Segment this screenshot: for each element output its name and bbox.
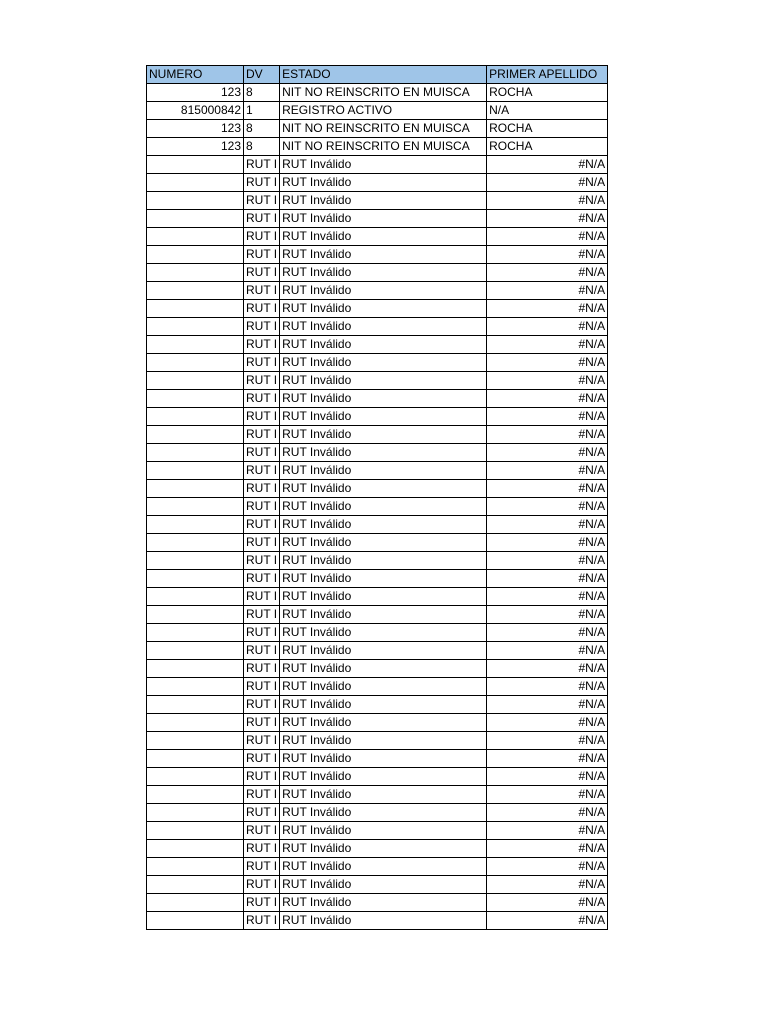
cell-dv[interactable]: RUT I xyxy=(244,804,280,822)
cell-dv[interactable]: RUT I xyxy=(244,678,280,696)
cell-numero[interactable] xyxy=(147,408,244,426)
cell-primer-apellido[interactable]: #N/A xyxy=(487,228,608,246)
header-estado[interactable]: ESTADO xyxy=(280,66,487,84)
header-primer-apellido[interactable]: PRIMER APELLIDO xyxy=(487,66,608,84)
cell-numero[interactable] xyxy=(147,372,244,390)
cell-estado[interactable]: RUT Inválido xyxy=(280,732,487,750)
cell-primer-apellido[interactable]: #N/A xyxy=(487,156,608,174)
cell-primer-apellido[interactable]: #N/A xyxy=(487,174,608,192)
cell-estado[interactable]: RUT Inválido xyxy=(280,156,487,174)
table-row xyxy=(147,264,608,282)
cell-primer-apellido[interactable]: #N/A xyxy=(487,318,608,336)
cell-dv[interactable]: RUT I xyxy=(244,660,280,678)
cell-numero[interactable] xyxy=(147,228,244,246)
cell-estado[interactable]: RUT Inválido xyxy=(280,372,487,390)
cell-dv[interactable]: RUT I xyxy=(244,282,280,300)
cell-dv[interactable]: RUT I xyxy=(244,570,280,588)
cell-dv[interactable]: RUT I xyxy=(244,912,280,930)
table-row xyxy=(147,696,608,714)
cell-dv[interactable]: RUT I xyxy=(244,246,280,264)
cell-dv[interactable]: RUT I xyxy=(244,318,280,336)
cell-primer-apellido[interactable]: #N/A xyxy=(487,390,608,408)
cell-estado[interactable]: RUT Inválido xyxy=(280,570,487,588)
table-row xyxy=(147,498,608,516)
cell-estado[interactable]: RUT Inválido xyxy=(280,210,487,228)
cell-numero[interactable] xyxy=(147,174,244,192)
cell-primer-apellido[interactable]: #N/A xyxy=(487,408,608,426)
cell-dv[interactable]: RUT I xyxy=(244,822,280,840)
cell-dv[interactable]: RUT I xyxy=(244,192,280,210)
table-row xyxy=(147,102,608,120)
table-row xyxy=(147,714,608,732)
table-row xyxy=(147,336,608,354)
table-row xyxy=(147,480,608,498)
table-row xyxy=(147,804,608,822)
cell-estado[interactable]: RUT Inválido xyxy=(280,750,487,768)
table-row xyxy=(147,840,608,858)
cell-numero[interactable] xyxy=(147,282,244,300)
cell-estado[interactable]: RUT Inválido xyxy=(280,714,487,732)
cell-numero[interactable] xyxy=(147,768,244,786)
table-row xyxy=(147,606,608,624)
cell-numero[interactable] xyxy=(147,714,244,732)
cell-numero[interactable] xyxy=(147,876,244,894)
cell-estado[interactable]: RUT Inválido xyxy=(280,426,487,444)
cell-estado[interactable]: RUT Inválido xyxy=(280,642,487,660)
cell-primer-apellido[interactable]: ROCHA xyxy=(487,138,608,156)
table-row xyxy=(147,228,608,246)
table-row xyxy=(147,912,608,930)
spreadsheet-table xyxy=(146,65,608,930)
cell-estado[interactable]: RUT Inválido xyxy=(280,174,487,192)
cell-estado[interactable]: RUT Inválido xyxy=(280,318,487,336)
table-row xyxy=(147,570,608,588)
table-row xyxy=(147,282,608,300)
table-row xyxy=(147,660,608,678)
cell-numero[interactable] xyxy=(147,246,244,264)
cell-estado[interactable]: RUT Inválido xyxy=(280,822,487,840)
table-row xyxy=(147,516,608,534)
table-row xyxy=(147,246,608,264)
cell-estado[interactable]: NIT NO REINSCRITO EN MUISCA xyxy=(280,84,487,102)
table-row xyxy=(147,624,608,642)
cell-numero[interactable] xyxy=(147,534,244,552)
cell-primer-apellido[interactable]: #N/A xyxy=(487,804,608,822)
cell-estado[interactable]: RUT Inválido xyxy=(280,678,487,696)
cell-numero[interactable] xyxy=(147,912,244,930)
cell-dv[interactable]: RUT I xyxy=(244,858,280,876)
table-row xyxy=(147,300,608,318)
cell-numero[interactable] xyxy=(147,210,244,228)
cell-estado[interactable]: REGISTRO ACTIVO xyxy=(280,102,487,120)
cell-dv[interactable]: RUT I xyxy=(244,336,280,354)
cell-numero[interactable] xyxy=(147,516,244,534)
cell-numero[interactable] xyxy=(147,336,244,354)
cell-dv[interactable]: RUT I xyxy=(244,876,280,894)
cell-primer-apellido[interactable]: #N/A xyxy=(487,534,608,552)
cell-estado[interactable]: RUT Inválido xyxy=(280,390,487,408)
cell-estado[interactable]: RUT Inválido xyxy=(280,228,487,246)
cell-numero[interactable] xyxy=(147,426,244,444)
cell-numero[interactable] xyxy=(147,192,244,210)
cell-estado[interactable]: RUT Inválido xyxy=(280,192,487,210)
cell-numero[interactable] xyxy=(147,840,244,858)
table-row xyxy=(147,858,608,876)
cell-dv[interactable]: RUT I xyxy=(244,786,280,804)
cell-primer-apellido[interactable]: #N/A xyxy=(487,660,608,678)
cell-numero[interactable] xyxy=(147,156,244,174)
cell-primer-apellido[interactable]: #N/A xyxy=(487,876,608,894)
cell-numero[interactable] xyxy=(147,570,244,588)
cell-numero[interactable] xyxy=(147,642,244,660)
cell-primer-apellido[interactable]: #N/A xyxy=(487,858,608,876)
table-row xyxy=(147,750,608,768)
cell-primer-apellido[interactable]: #N/A xyxy=(487,678,608,696)
cell-numero[interactable] xyxy=(147,354,244,372)
table-row xyxy=(147,534,608,552)
cell-primer-apellido[interactable]: #N/A xyxy=(487,714,608,732)
cell-estado[interactable]: RUT Inválido xyxy=(280,696,487,714)
cell-dv[interactable]: RUT I xyxy=(244,606,280,624)
cell-primer-apellido[interactable]: #N/A xyxy=(487,786,608,804)
cell-numero[interactable] xyxy=(147,264,244,282)
table-row xyxy=(147,156,608,174)
cell-dv[interactable]: RUT I xyxy=(244,840,280,858)
table-row xyxy=(147,210,608,228)
cell-numero[interactable] xyxy=(147,480,244,498)
cell-dv[interactable]: RUT I xyxy=(244,534,280,552)
cell-primer-apellido[interactable]: #N/A xyxy=(487,462,608,480)
cell-primer-apellido[interactable]: #N/A xyxy=(487,480,608,498)
cell-dv[interactable]: RUT I xyxy=(244,642,280,660)
table-row xyxy=(147,552,608,570)
cell-numero[interactable] xyxy=(147,660,244,678)
cell-dv[interactable]: RUT I xyxy=(244,408,280,426)
table-row xyxy=(147,876,608,894)
table-row xyxy=(147,372,608,390)
cell-primer-apellido[interactable]: #N/A xyxy=(487,750,608,768)
table-row xyxy=(147,138,608,156)
cell-primer-apellido[interactable]: #N/A xyxy=(487,192,608,210)
cell-primer-apellido[interactable]: #N/A xyxy=(487,624,608,642)
cell-numero[interactable] xyxy=(147,390,244,408)
table-row xyxy=(147,192,608,210)
cell-numero[interactable] xyxy=(147,462,244,480)
cell-estado[interactable]: RUT Inválido xyxy=(280,786,487,804)
table-row xyxy=(147,786,608,804)
cell-dv[interactable]: RUT I xyxy=(244,732,280,750)
cell-estado[interactable]: RUT Inválido xyxy=(280,444,487,462)
cell-dv[interactable]: RUT I xyxy=(244,894,280,912)
cell-estado[interactable]: RUT Inválido xyxy=(280,840,487,858)
cell-dv[interactable]: RUT I xyxy=(244,516,280,534)
cell-dv[interactable]: RUT I xyxy=(244,300,280,318)
header-row xyxy=(147,66,608,84)
cell-estado[interactable]: RUT Inválido xyxy=(280,768,487,786)
cell-estado[interactable]: RUT Inválido xyxy=(280,300,487,318)
cell-estado[interactable]: RUT Inválido xyxy=(280,282,487,300)
table-body xyxy=(147,66,608,930)
table-row xyxy=(147,462,608,480)
table-row xyxy=(147,174,608,192)
cell-dv[interactable]: RUT I xyxy=(244,156,280,174)
cell-primer-apellido[interactable]: #N/A xyxy=(487,696,608,714)
table-row xyxy=(147,426,608,444)
cell-dv[interactable]: 1 xyxy=(244,102,280,120)
table-row xyxy=(147,318,608,336)
cell-dv[interactable]: RUT I xyxy=(244,768,280,786)
cell-dv[interactable]: RUT I xyxy=(244,228,280,246)
cell-estado[interactable]: RUT Inválido xyxy=(280,552,487,570)
cell-primer-apellido[interactable]: #N/A xyxy=(487,588,608,606)
cell-dv[interactable]: 8 xyxy=(244,120,280,138)
table-row xyxy=(147,894,608,912)
cell-numero[interactable] xyxy=(147,624,244,642)
cell-primer-apellido[interactable]: #N/A xyxy=(487,552,608,570)
cell-dv[interactable]: RUT I xyxy=(244,714,280,732)
cell-estado[interactable]: RUT Inválido xyxy=(280,480,487,498)
cell-primer-apellido[interactable]: #N/A xyxy=(487,570,608,588)
cell-estado[interactable]: RUT Inválido xyxy=(280,894,487,912)
cell-estado[interactable]: RUT Inválido xyxy=(280,516,487,534)
cell-dv[interactable]: RUT I xyxy=(244,480,280,498)
cell-primer-apellido[interactable]: #N/A xyxy=(487,498,608,516)
cell-primer-apellido[interactable]: #N/A xyxy=(487,912,608,930)
table-row xyxy=(147,822,608,840)
cell-dv[interactable]: RUT I xyxy=(244,696,280,714)
cell-primer-apellido[interactable]: #N/A xyxy=(487,840,608,858)
cell-numero[interactable] xyxy=(147,822,244,840)
table-row xyxy=(147,732,608,750)
cell-estado[interactable]: RUT Inválido xyxy=(280,588,487,606)
cell-primer-apellido[interactable]: #N/A xyxy=(487,894,608,912)
cell-primer-apellido[interactable]: #N/A xyxy=(487,516,608,534)
cell-dv[interactable]: RUT I xyxy=(244,264,280,282)
cell-primer-apellido[interactable]: #N/A xyxy=(487,372,608,390)
cell-estado[interactable]: RUT Inválido xyxy=(280,606,487,624)
cell-dv[interactable]: RUT I xyxy=(244,372,280,390)
cell-primer-apellido[interactable]: #N/A xyxy=(487,246,608,264)
cell-primer-apellido[interactable]: ROCHA xyxy=(487,84,608,102)
cell-numero[interactable]: 815000842 xyxy=(147,102,244,120)
cell-dv[interactable]: RUT I xyxy=(244,210,280,228)
cell-primer-apellido[interactable]: ROCHA xyxy=(487,120,608,138)
cell-primer-apellido[interactable]: #N/A xyxy=(487,822,608,840)
cell-numero[interactable] xyxy=(147,696,244,714)
cell-estado[interactable]: RUT Inválido xyxy=(280,534,487,552)
cell-dv[interactable]: 8 xyxy=(244,138,280,156)
cell-primer-apellido[interactable]: #N/A xyxy=(487,210,608,228)
cell-primer-apellido[interactable]: #N/A xyxy=(487,354,608,372)
cell-primer-apellido[interactable]: #N/A xyxy=(487,300,608,318)
cell-numero[interactable] xyxy=(147,750,244,768)
cell-numero[interactable] xyxy=(147,732,244,750)
cell-numero[interactable] xyxy=(147,498,244,516)
cell-estado[interactable]: RUT Inválido xyxy=(280,354,487,372)
cell-estado[interactable]: RUT Inválido xyxy=(280,912,487,930)
cell-estado[interactable]: RUT Inválido xyxy=(280,336,487,354)
table-row xyxy=(147,84,608,102)
cell-dv[interactable]: RUT I xyxy=(244,390,280,408)
table-row xyxy=(147,390,608,408)
cell-primer-apellido[interactable]: #N/A xyxy=(487,606,608,624)
header-dv[interactable]: DV xyxy=(244,66,280,84)
table-row xyxy=(147,354,608,372)
cell-primer-apellido[interactable]: #N/A xyxy=(487,282,608,300)
cell-dv[interactable]: RUT I xyxy=(244,624,280,642)
cell-estado[interactable]: NIT NO REINSCRITO EN MUISCA xyxy=(280,138,487,156)
cell-primer-apellido[interactable]: #N/A xyxy=(487,336,608,354)
cell-estado[interactable]: RUT Inválido xyxy=(280,462,487,480)
cell-dv[interactable]: RUT I xyxy=(244,588,280,606)
cell-numero[interactable] xyxy=(147,804,244,822)
cell-primer-apellido[interactable]: #N/A xyxy=(487,732,608,750)
table-row xyxy=(147,678,608,696)
cell-dv[interactable]: RUT I xyxy=(244,444,280,462)
table-row xyxy=(147,768,608,786)
cell-dv[interactable]: RUT I xyxy=(244,498,280,516)
cell-numero[interactable] xyxy=(147,552,244,570)
cell-numero[interactable]: 123 xyxy=(147,120,244,138)
cell-primer-apellido[interactable]: #N/A xyxy=(487,264,608,282)
cell-numero[interactable] xyxy=(147,588,244,606)
cell-dv[interactable]: RUT I xyxy=(244,552,280,570)
cell-dv[interactable]: 8 xyxy=(244,84,280,102)
cell-numero[interactable]: 123 xyxy=(147,138,244,156)
table-row xyxy=(147,408,608,426)
cell-dv[interactable]: RUT I xyxy=(244,354,280,372)
cell-numero[interactable] xyxy=(147,678,244,696)
cell-estado[interactable]: RUT Inválido xyxy=(280,660,487,678)
table-row xyxy=(147,642,608,660)
table-row xyxy=(147,120,608,138)
cell-primer-apellido[interactable]: #N/A xyxy=(487,444,608,462)
cell-numero[interactable] xyxy=(147,606,244,624)
cell-estado[interactable]: RUT Inválido xyxy=(280,804,487,822)
header-numero[interactable]: NUMERO xyxy=(147,66,244,84)
cell-primer-apellido[interactable]: #N/A xyxy=(487,426,608,444)
cell-dv[interactable]: RUT I xyxy=(244,174,280,192)
cell-numero[interactable] xyxy=(147,894,244,912)
cell-primer-apellido[interactable]: #N/A xyxy=(487,642,608,660)
cell-dv[interactable]: RUT I xyxy=(244,426,280,444)
cell-estado[interactable]: RUT Inválido xyxy=(280,246,487,264)
cell-estado[interactable]: NIT NO REINSCRITO EN MUISCA xyxy=(280,120,487,138)
cell-estado[interactable]: RUT Inválido xyxy=(280,498,487,516)
cell-primer-apellido[interactable]: #N/A xyxy=(487,768,608,786)
cell-estado[interactable]: RUT Inválido xyxy=(280,264,487,282)
cell-dv[interactable]: RUT I xyxy=(244,462,280,480)
cell-primer-apellido[interactable]: N/A xyxy=(487,102,608,120)
cell-estado[interactable]: RUT Inválido xyxy=(280,408,487,426)
cell-numero[interactable] xyxy=(147,318,244,336)
cell-numero[interactable] xyxy=(147,786,244,804)
table-row xyxy=(147,444,608,462)
cell-estado[interactable]: RUT Inválido xyxy=(280,858,487,876)
table-row xyxy=(147,588,608,606)
cell-numero[interactable] xyxy=(147,300,244,318)
cell-numero[interactable] xyxy=(147,444,244,462)
cell-numero[interactable] xyxy=(147,858,244,876)
cell-estado[interactable]: RUT Inválido xyxy=(280,624,487,642)
cell-dv[interactable]: RUT I xyxy=(244,750,280,768)
cell-estado[interactable]: RUT Inválido xyxy=(280,876,487,894)
cell-numero[interactable]: 123 xyxy=(147,84,244,102)
